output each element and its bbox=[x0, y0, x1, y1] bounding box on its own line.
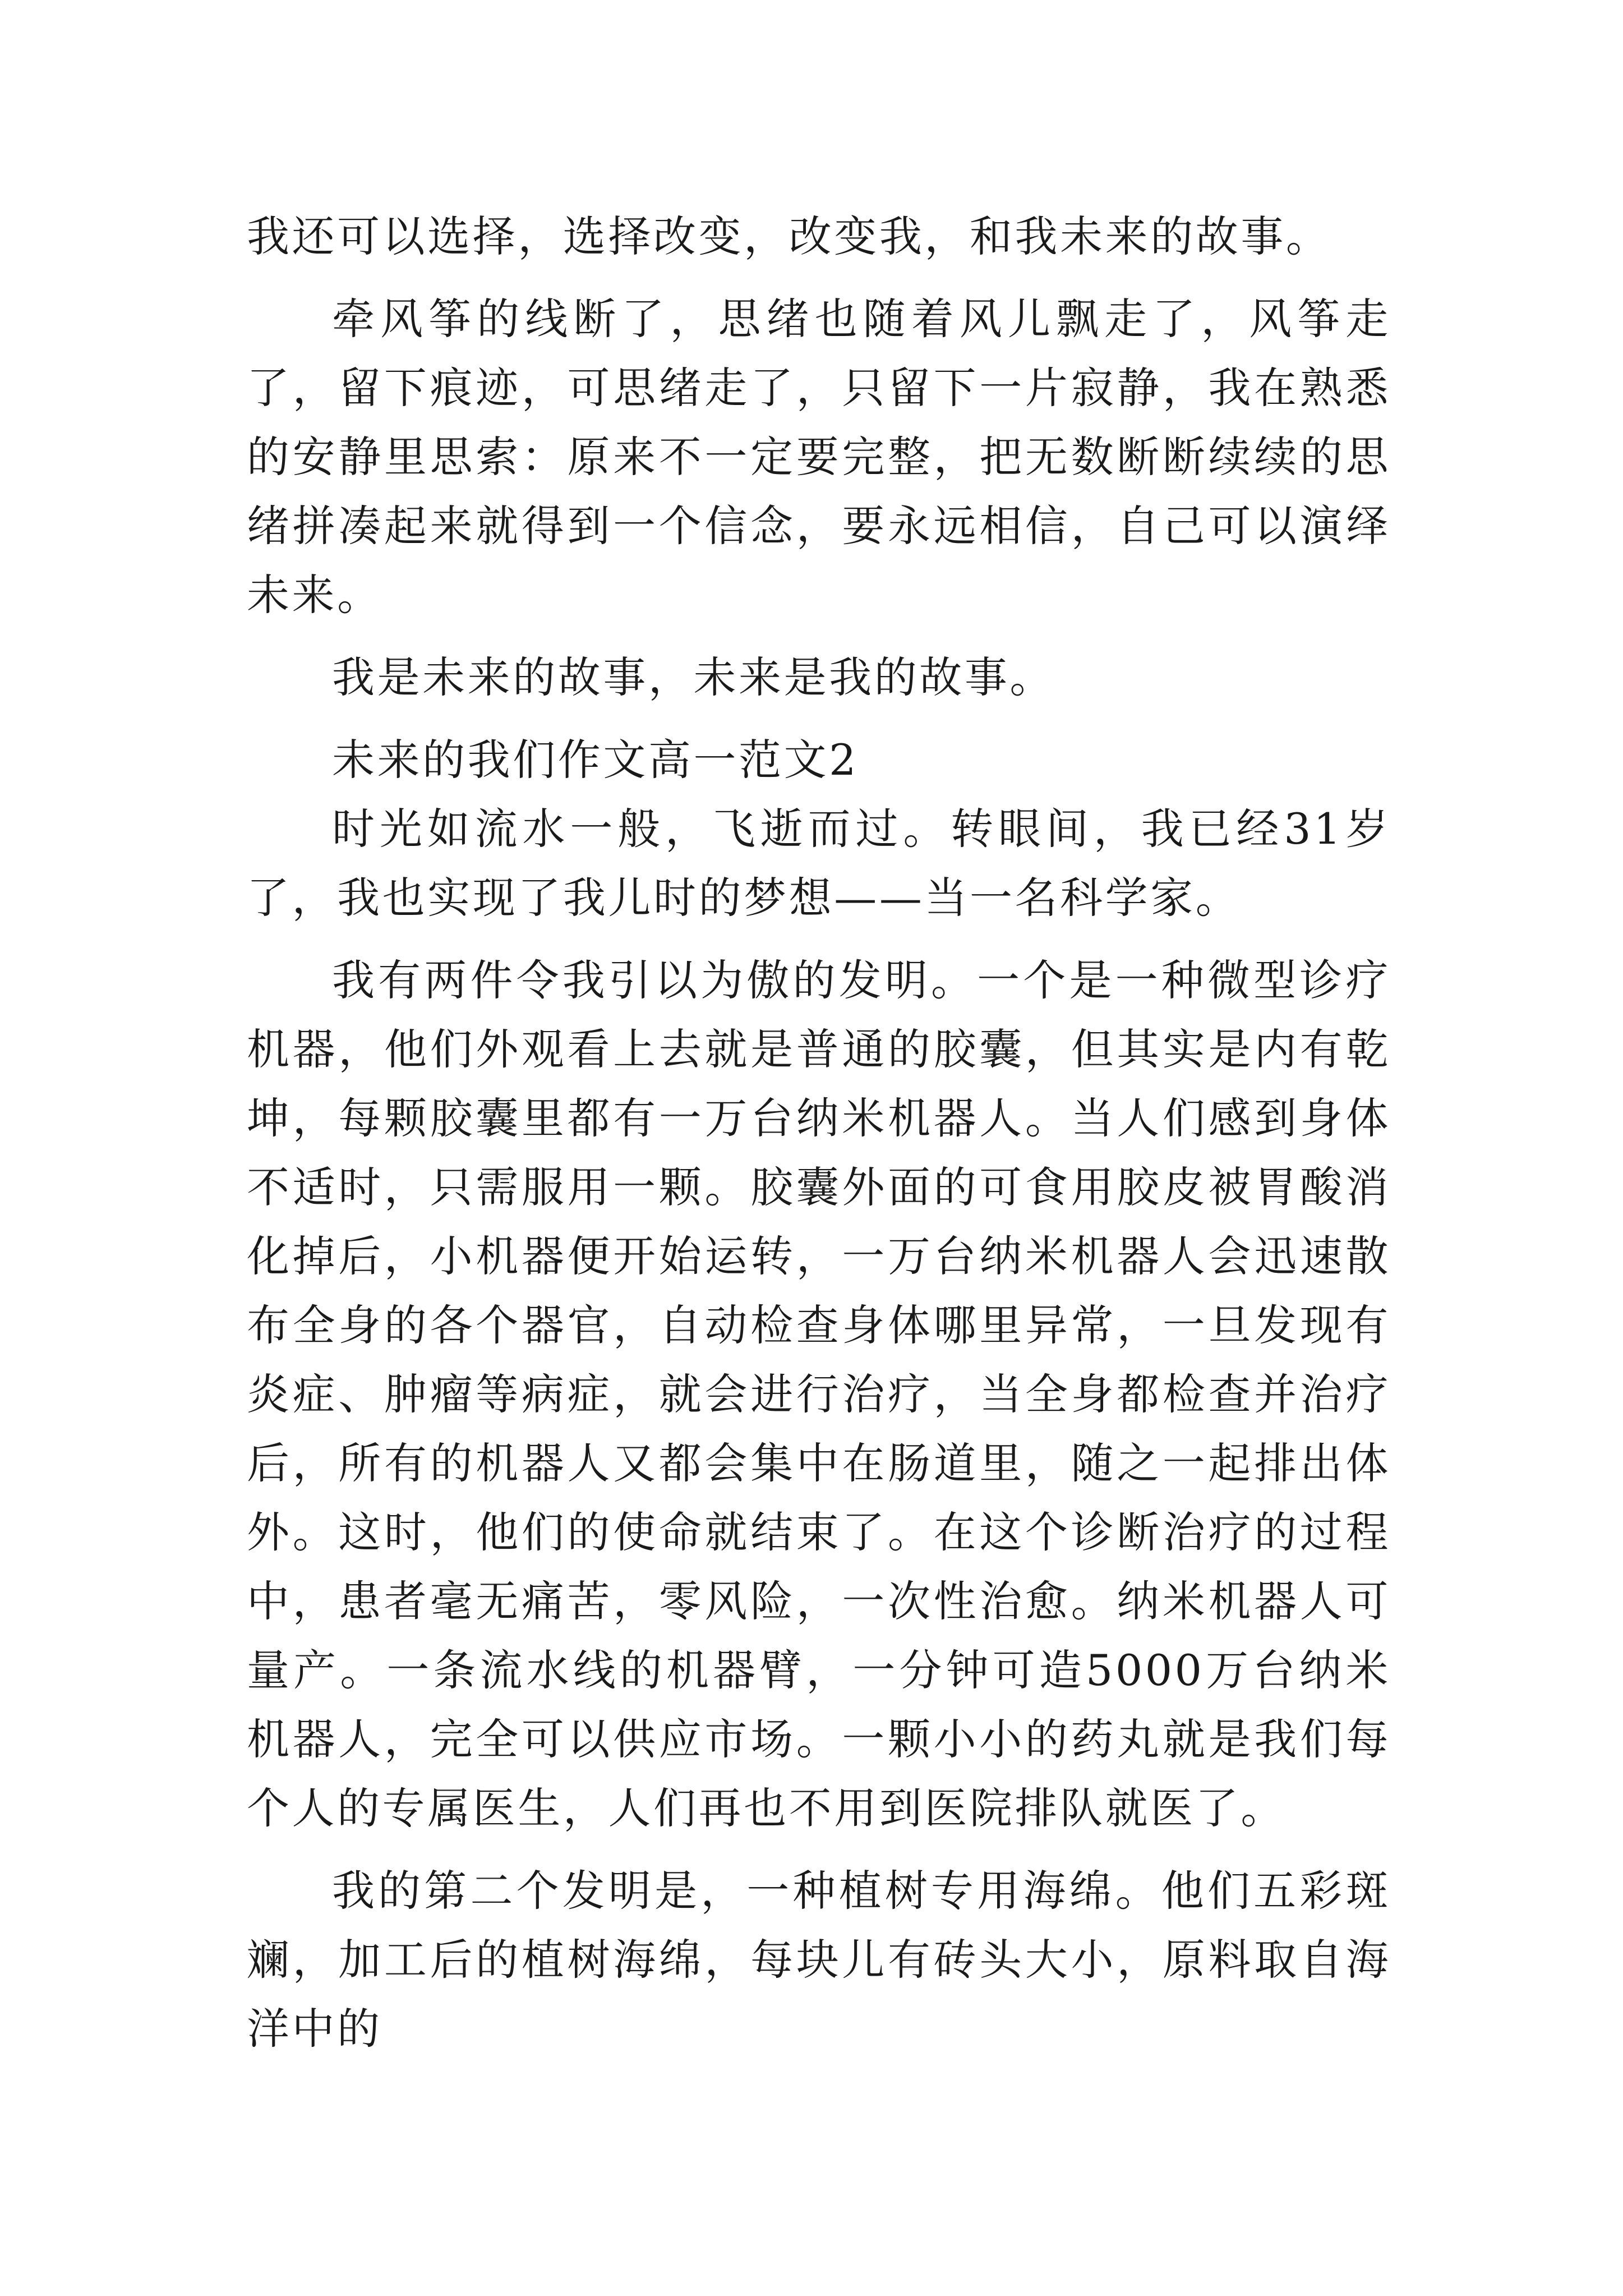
paragraph-invention-two: 我的第二个发明是，一种植树专用海绵。他们五彩斑斓，加工后的植树海绵，每块儿有砖头大小，原料取自海洋中的 bbox=[247, 1866, 1391, 2054]
paragraph-invention-one: 我有两件令我引以为傲的发明。一个是一种微型诊疗机器，他们外观看上去就是普通的胶囊，但其实是内有乾坤，每颗胶囊里都有一万台纳米机器人。当人们感到身体不适时，只需服用一颗。胶囊外面的可食用胶皮被胃酸消化掉后，小机器便开始运转，一万台纳米机器人会迅速散布全身的各个器官，自动检查身体哪里异常，一旦发现有炎症、肿瘤等病症，就会进行治疗，当全身都检查并治疗后，所有的机器人又都会集中在肠道里，随之一起排出体外。这时，他们的使命就结束了。在这个诊断治疗的过程中，患者毫无痛苦，零风险，一次性治愈。纳米机器人可量产。一条流水线的机器臂，一分钟可造5000万台纳米机器人，完全可以供应市场。一颗小小的药丸就是我们每个人的专属医生，人们再也不用到医院排队就医了。 bbox=[247, 955, 1391, 1833]
paragraph-time: 时光如流水一般，飞逝而过。转眼间，我已经31岁了，我也实现了我儿时的梦想——当一名科学家。 bbox=[247, 804, 1391, 923]
document-body bbox=[247, 202, 1391, 2063]
section-heading: 未来的我们作文高一范文2 bbox=[332, 735, 859, 785]
paragraph-kite: 牵风筝的线断了，思绪也随着风儿飘走了，风筝走了，留下痕迹，可思绪走了，只留下一片寂静，我在熟悉的安静里思索：原来不一定要完整，把无数断断续续的思绪拼凑起来就得到一个信念，要永远相信，自己可以演绎未来。 bbox=[247, 294, 1391, 620]
paragraph-continuation: 我还可以选择，选择改变，改变我，和我未来的故事。 bbox=[247, 211, 1331, 261]
paragraph-story: 我是未来的故事，未来是我的故事。 bbox=[332, 652, 1055, 702]
